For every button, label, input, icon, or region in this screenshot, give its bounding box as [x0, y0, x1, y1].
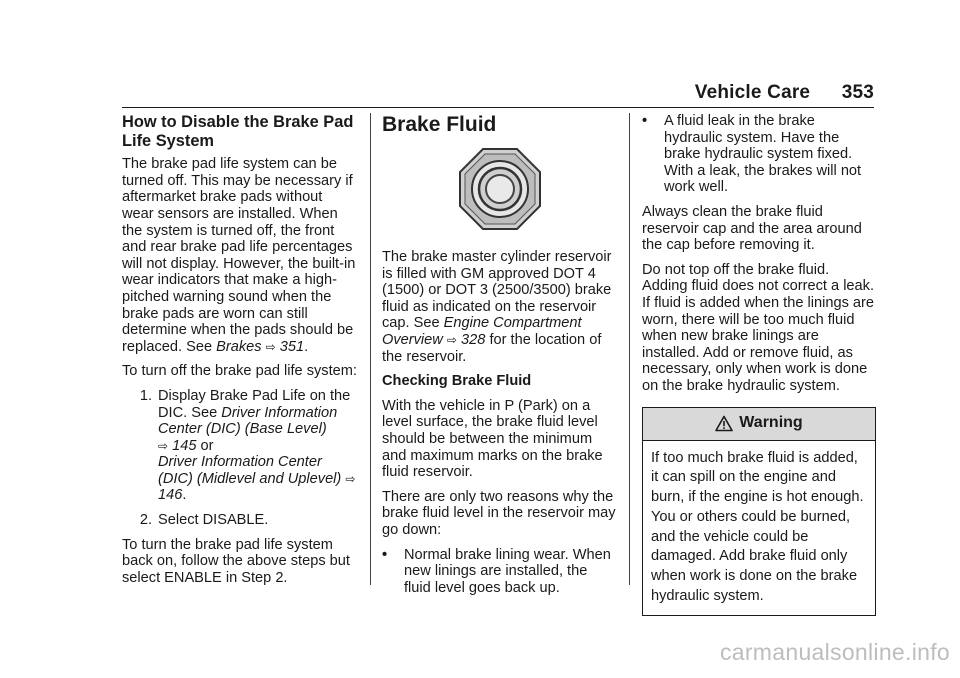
warning-box: [642, 407, 876, 616]
page-reference-arrow-icon: ⇨: [345, 471, 356, 486]
paragraph: With the vehicle in P (Park) on a level surface, the brake fluid level should be between the minimum and maximum marks on the brake fluid reservoir.: [382, 397, 603, 481]
header-rule: [122, 107, 874, 108]
step-number: 2.: [139, 512, 152, 529]
bullet-icon: •: [642, 113, 648, 129]
reference-link-engine-compartment[interactable]: Engine Compartment Overview: [382, 315, 582, 348]
reference-page[interactable]: 145: [172, 437, 197, 454]
paragraph: [382, 249, 618, 365]
column-divider-1: [370, 113, 371, 585]
page-reference-arrow-icon: ⇨: [158, 438, 169, 453]
reference-link-brakes[interactable]: Brakes: [216, 338, 262, 355]
step-list: [122, 388, 358, 529]
list-item: [382, 547, 618, 597]
page-header: [695, 82, 874, 104]
page-number: 353: [841, 82, 874, 103]
paragraph-text: The brake master cylinder reservoir is filled with GM approved DOT 4 (1500) or DOT 3 (2500/3500) brake fluid as indicated on the reservoir cap. See: [382, 249, 612, 332]
section-title: Vehicle Care: [694, 82, 811, 103]
page-reference-arrow-icon: ⇨: [446, 332, 457, 347]
column-divider-2: [629, 113, 630, 585]
reference-link-dic-base[interactable]: Driver Information Center (DIC) (Base Level): [158, 404, 338, 438]
step-text: Display Brake Pad Life on the DIC. See: [158, 387, 351, 421]
paragraph: Always clean the brake fluid reservoir cap and the area around the cap before removing it.: [642, 203, 862, 254]
reference-page[interactable]: 146: [158, 487, 183, 504]
warning-triangle-icon: [715, 415, 733, 432]
watermark: carmanualsonline.info: [719, 639, 950, 665]
column-2: [382, 113, 618, 604]
list-item: 1. Display Brake Pad Life on the DIC. See Driver Information Center (DIC) (Base Level) ⇨ 145 or Driver Information Center (DIC) (Midlevel and Uplevel) ⇨ 146.: [122, 388, 358, 504]
warning-title: Warning: [739, 414, 803, 432]
step-text: or: [200, 437, 214, 454]
step-text: Select DISABLE.: [158, 512, 269, 529]
brake-fluid-heading: Brake Fluid: [382, 113, 497, 136]
brake-fluid-cap-icon: [382, 147, 618, 231]
disable-brake-pad-heading: How to Disable the Brake Pad Life System: [122, 113, 354, 150]
paragraph: To turn off the brake pad life system:: [122, 363, 357, 380]
page-reference-arrow-icon: ⇨: [265, 339, 276, 354]
bullet-text: Normal brake lining wear. When new linings are installed, the fluid level goes back up.: [404, 546, 611, 596]
paragraph: To turn the brake pad life system back on, follow the above steps but select ENABLE in Step 2.: [122, 536, 350, 586]
reference-link-dic-midlevel[interactable]: Driver Information Center (DIC) (Midlevel and Uplevel): [158, 454, 342, 487]
checking-brake-fluid-heading: Checking Brake Fluid: [382, 373, 532, 390]
paragraph-text: The brake pad life system can be turned off. This may be necessary if aftermarket brake pads without wear sensors are installed. When the system is turned off, the front and rear brake pad life percentages will not display. However, the built-in wear indicators that make a high-pitched warning sound when the brake pads are worn can still determine when the pads should be replaced. See: [122, 156, 356, 355]
paragraph: The brake pad life system can be turned off. This may be necessary if aftermarket brake pads without wear sensors are installed. When the system is turned off, the front and rear brake pad life percentages will not display. However, the built-in wear indicators that make a high-pitched warning sound when the brake pads are worn can still determine when the pads should be replaced. See Brakes ⇨ 351.: [122, 156, 356, 355]
reference-page[interactable]: 328: [461, 331, 486, 348]
paragraph: Do not top off the brake fluid. Adding fluid does not correct a leak. If fluid is added when the linings are worn, there will be too much fluid when new brake linings are installed. Add or remove fluid, as necessary, only when work is done on the brake hydraulic system.: [642, 261, 875, 394]
reference-page[interactable]: 351: [279, 338, 305, 355]
paragraph: There are only two reasons why the brake fluid level in the reservoir may go down:: [382, 488, 616, 538]
paragraph-text: for the location of the reservoir.: [382, 331, 602, 365]
warning-header: [643, 408, 875, 441]
column-1: [122, 113, 358, 594]
bullet-icon: •: [382, 546, 388, 563]
step-number: 1.: [139, 387, 152, 404]
bullet-text: A fluid leak in the brake hydraulic system. Have the brake hydraulic system fixed. With a leak, the brakes will not work well.: [664, 113, 862, 196]
column-3: [642, 113, 876, 616]
warning-text: If too much brake fluid is added, it can spill on the engine and burn, if the engine is hot enough. You or others could be burned, and the vehicle could be damaged. Add brake fluid only when work is done on the brake hydraulic system.: [651, 449, 864, 605]
list-item: [642, 113, 876, 196]
list-item: [122, 512, 358, 529]
